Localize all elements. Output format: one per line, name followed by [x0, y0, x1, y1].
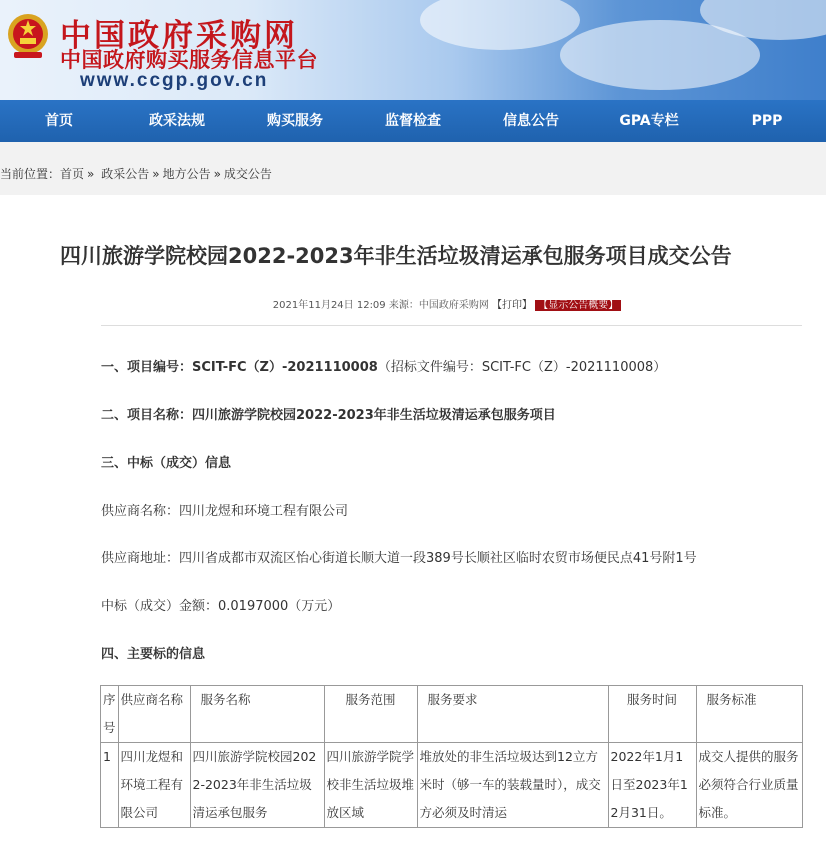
divider	[101, 325, 802, 326]
site-subtitle: 中国政府购买服务信息平台	[60, 48, 318, 72]
breadcrumb	[0, 142, 826, 195]
breadcrumb-prefix: 当前位置：	[0, 167, 61, 181]
table-header: 服务标准	[696, 686, 802, 743]
breadcrumb-separator: »	[152, 167, 160, 181]
breadcrumb-local-notices[interactable]: 地方公告	[162, 167, 211, 181]
award-amount: 中标（成交）金额：0.0197000（万元）	[101, 599, 341, 614]
table-header-row	[101, 686, 803, 743]
table-header: 服务时间	[608, 686, 696, 743]
main-items-table	[100, 685, 803, 828]
section-project-code	[101, 356, 666, 375]
table-cell: 2022年1月1日至2023年12月31日。	[608, 743, 696, 828]
table-row	[101, 743, 803, 828]
table-cell: 四川旅游学院校园2022-2023年非生活垃圾清运承包服务	[190, 743, 324, 828]
article-title: 四川旅游学院校园2022-2023年非生活垃圾清运承包服务项目成交公告	[60, 244, 732, 268]
table-cell: 成交人提供的服务必须符合行业质量标准。	[696, 743, 802, 828]
table-cell: 1	[101, 743, 119, 828]
project-code: SCIT-FC（Z）-2021110008	[192, 360, 378, 375]
site-url: www.ccgp.gov.cn	[80, 70, 269, 91]
breadcrumb-separator: »	[87, 167, 95, 181]
breadcrumb-home[interactable]: 首页	[60, 167, 85, 181]
section-award-info-heading: 三、中标（成交）信息	[101, 456, 232, 471]
project-name-label: 二、项目名称：	[101, 408, 193, 423]
project-name: 四川旅游学院校园2022-2023年非生活垃圾清运承包服务项目	[192, 408, 556, 423]
breadcrumb-deal-notices[interactable]: 成交公告	[223, 167, 272, 181]
site-banner	[0, 0, 826, 100]
article-source: 中国政府采购网	[418, 300, 489, 311]
supplier-name: 供应商名称：四川龙煜和环境工程有限公司	[101, 504, 349, 519]
table-cell: 四川龙煜和环境工程有限公司	[118, 743, 190, 828]
main-nav	[0, 100, 826, 142]
project-code-label: 一、项目编号：	[101, 360, 193, 375]
article-meta	[0, 296, 826, 311]
table-cell: 四川旅游学院学校非生活垃圾堆放区域	[324, 743, 417, 828]
tender-doc-code: （招标文件编号：SCIT-FC（Z）-2021110008）	[377, 360, 667, 375]
table-cell: 堆放处的非生活垃圾达到12立方米时（够一车的装载量时），成交方必须及时清运	[417, 743, 608, 828]
site-title: 中国政府采购网	[60, 18, 298, 54]
table-header: 序号	[101, 686, 119, 743]
table-header: 服务要求	[417, 686, 608, 743]
article-date: 2021年11月24日 12:09	[272, 300, 386, 311]
breadcrumb-separator: »	[213, 167, 221, 181]
nav-gpa[interactable]: GPA专栏	[619, 113, 679, 129]
breadcrumb-gov-notices[interactable]: 政采公告	[101, 167, 150, 181]
banner-cloud	[420, 0, 580, 50]
national-emblem-icon	[6, 8, 50, 68]
article-source-label: 来源：	[388, 300, 419, 311]
section-main-items-heading: 四、主要标的信息	[101, 647, 206, 662]
nav-purchase-services[interactable]: 购买服务	[267, 113, 323, 129]
show-summary-button[interactable]: 【显示公告概要】	[535, 300, 621, 311]
table-header: 供应商名称	[118, 686, 190, 743]
nav-home[interactable]: 首页	[45, 113, 73, 129]
nav-announcements[interactable]: 信息公告	[503, 113, 559, 129]
nav-ppp[interactable]: PPP	[751, 113, 783, 129]
table-header: 服务名称	[190, 686, 324, 743]
nav-regulations[interactable]: 政采法规	[149, 113, 205, 129]
section-project-name	[101, 404, 556, 423]
table-header: 服务范围	[324, 686, 417, 743]
nav-supervision[interactable]: 监督检查	[385, 113, 441, 129]
print-link[interactable]: 【打印】	[492, 300, 533, 311]
supplier-address: 供应商地址：四川省成都市双流区怡心街道长顺大道一段389号长顺社区临时农贸市场便民点41号附1号	[101, 551, 697, 566]
